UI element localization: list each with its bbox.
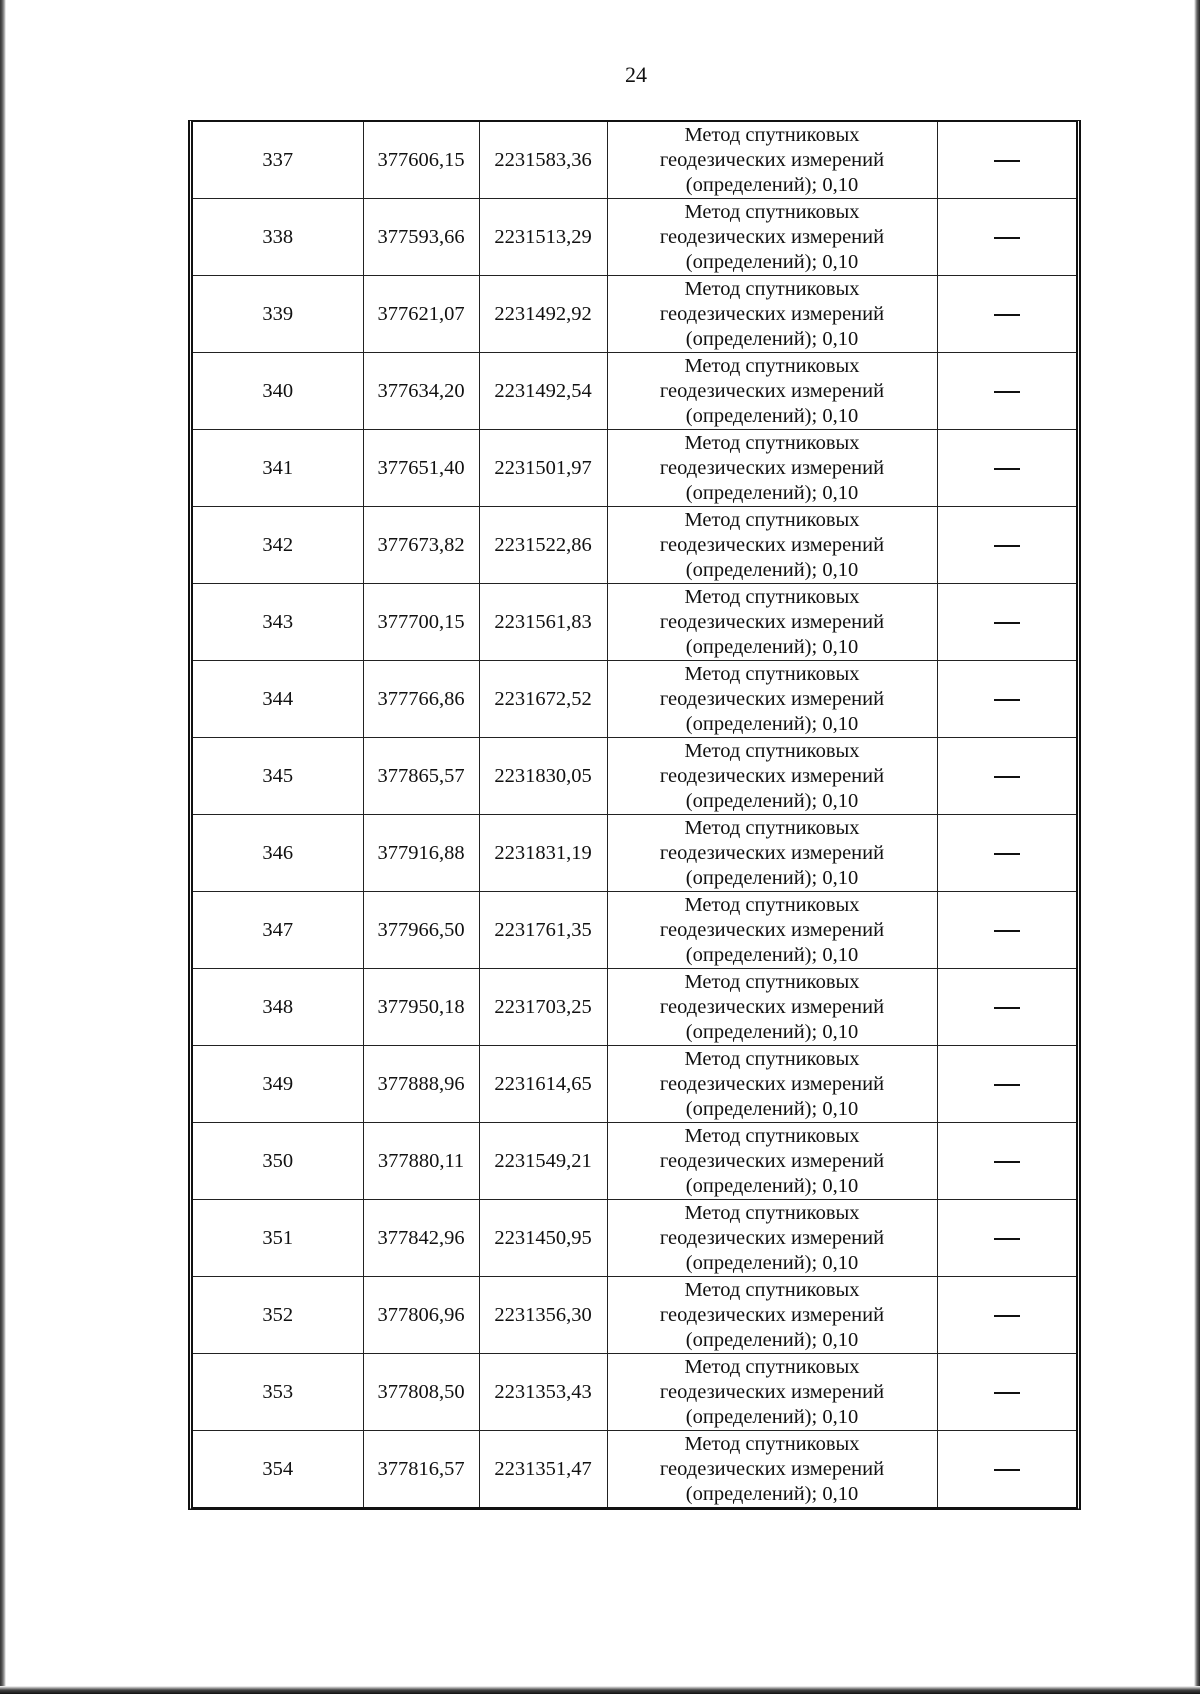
table-row — [193, 1354, 1076, 1431]
coordinates-table — [193, 122, 1076, 1507]
coordinate-y-cell: 2231583,36 — [479, 122, 607, 199]
em-dash-mark — [994, 622, 1020, 624]
em-dash-mark — [994, 1007, 1020, 1009]
method-cell — [607, 815, 937, 892]
em-dash-mark — [994, 314, 1020, 316]
point-number-cell: 348 — [193, 969, 363, 1046]
coordinate-y-cell: 2231501,97 — [479, 430, 607, 507]
method-line: (определений); 0,10 — [685, 712, 859, 735]
method-line: геодезических измерений — [659, 995, 885, 1018]
method-line: геодезических измерений — [659, 1303, 885, 1326]
em-dash-mark — [994, 237, 1020, 239]
table-row — [193, 276, 1076, 353]
method-line: (определений); 0,10 — [685, 943, 859, 966]
coordinate-y-cell: 2231561,83 — [479, 584, 607, 661]
method-line: (определений); 0,10 — [685, 1482, 859, 1505]
note-cell — [937, 1200, 1076, 1277]
method-line: Метод спутниковых — [684, 1124, 860, 1147]
page-number: 24 — [625, 62, 647, 87]
method-cell — [607, 430, 937, 507]
point-number-cell: 341 — [193, 430, 363, 507]
method-line: Метод спутниковых — [684, 739, 860, 762]
coordinate-x-cell: 377806,96 — [363, 1277, 479, 1354]
method-line: (определений); 0,10 — [685, 866, 859, 889]
coordinate-y-cell: 2231522,86 — [479, 507, 607, 584]
coordinate-y-cell: 2231356,30 — [479, 1277, 607, 1354]
table-row — [193, 584, 1076, 661]
em-dash-mark — [994, 1238, 1020, 1240]
coordinate-x-cell: 377865,57 — [363, 738, 479, 815]
note-cell — [937, 507, 1076, 584]
em-dash-mark — [994, 468, 1020, 470]
note-cell — [937, 122, 1076, 199]
method-line: геодезических измерений — [659, 841, 885, 864]
em-dash-mark — [994, 1392, 1020, 1394]
point-number-cell: 352 — [193, 1277, 363, 1354]
em-dash-mark — [994, 391, 1020, 393]
table-row — [193, 353, 1076, 430]
method-line: (определений); 0,10 — [685, 635, 859, 658]
method-line: Метод спутниковых — [684, 1355, 860, 1378]
point-number-cell: 342 — [193, 507, 363, 584]
method-cell — [607, 892, 937, 969]
method-line: геодезических измерений — [659, 225, 885, 248]
coordinate-y-cell: 2231830,05 — [479, 738, 607, 815]
note-cell — [937, 353, 1076, 430]
em-dash-mark — [994, 776, 1020, 778]
method-line: геодезических измерений — [659, 148, 885, 171]
method-cell — [607, 353, 937, 430]
method-line: Метод спутниковых — [684, 508, 860, 531]
point-number-cell: 338 — [193, 199, 363, 276]
coordinate-y-cell: 2231831,19 — [479, 815, 607, 892]
point-number-cell: 344 — [193, 661, 363, 738]
method-line: геодезических измерений — [659, 1072, 885, 1095]
point-number-cell: 337 — [193, 122, 363, 199]
em-dash-mark — [994, 853, 1020, 855]
method-line: (определений); 0,10 — [685, 1020, 859, 1043]
note-cell — [937, 969, 1076, 1046]
method-cell — [607, 969, 937, 1046]
coordinate-x-cell: 377606,15 — [363, 122, 479, 199]
method-line: Метод спутниковых — [684, 662, 860, 685]
coordinate-x-cell: 377842,96 — [363, 1200, 479, 1277]
method-line: геодезических измерений — [659, 533, 885, 556]
coordinate-x-cell: 377634,20 — [363, 353, 479, 430]
method-line: Метод спутниковых — [684, 893, 860, 916]
point-number-cell: 340 — [193, 353, 363, 430]
note-cell — [937, 1354, 1076, 1431]
coordinate-y-cell: 2231703,25 — [479, 969, 607, 1046]
method-line: (определений); 0,10 — [685, 1251, 859, 1274]
method-line: Метод спутниковых — [684, 123, 860, 146]
method-line: (определений); 0,10 — [685, 1405, 859, 1428]
method-line: (определений); 0,10 — [685, 789, 859, 812]
table-row — [193, 892, 1076, 969]
scan-edge-bottom — [0, 1686, 1200, 1694]
table-row — [193, 738, 1076, 815]
method-line: геодезических измерений — [659, 918, 885, 941]
note-cell — [937, 430, 1076, 507]
em-dash-mark — [994, 160, 1020, 162]
method-cell — [607, 1200, 937, 1277]
method-line: геодезических измерений — [659, 1149, 885, 1172]
em-dash-mark — [994, 930, 1020, 932]
point-number-cell: 346 — [193, 815, 363, 892]
method-cell — [607, 1123, 937, 1200]
table-row — [193, 1277, 1076, 1354]
coordinate-y-cell: 2231761,35 — [479, 892, 607, 969]
coordinate-x-cell: 377916,88 — [363, 815, 479, 892]
coordinate-x-cell: 377966,50 — [363, 892, 479, 969]
method-line: (определений); 0,10 — [685, 173, 859, 196]
note-cell — [937, 815, 1076, 892]
table-row — [193, 1046, 1076, 1123]
table-row — [193, 815, 1076, 892]
method-line: (определений); 0,10 — [685, 327, 859, 350]
method-line: Метод спутниковых — [684, 1201, 860, 1224]
point-number-cell: 353 — [193, 1354, 363, 1431]
method-cell — [607, 1431, 937, 1508]
coordinate-x-cell: 377766,86 — [363, 661, 479, 738]
coordinate-x-cell: 377880,11 — [363, 1123, 479, 1200]
method-line: геодезических измерений — [659, 302, 885, 325]
method-line: Метод спутниковых — [684, 354, 860, 377]
coordinate-y-cell: 2231450,95 — [479, 1200, 607, 1277]
note-cell — [937, 1046, 1076, 1123]
note-cell — [937, 892, 1076, 969]
point-number-cell: 354 — [193, 1431, 363, 1508]
table-row — [193, 199, 1076, 276]
method-line: (определений); 0,10 — [685, 404, 859, 427]
point-number-cell: 349 — [193, 1046, 363, 1123]
note-cell — [937, 661, 1076, 738]
coordinate-y-cell: 2231353,43 — [479, 1354, 607, 1431]
method-cell — [607, 1046, 937, 1123]
table-row — [193, 1123, 1076, 1200]
method-line: геодезических измерений — [659, 379, 885, 402]
coordinate-x-cell: 377621,07 — [363, 276, 479, 353]
coordinate-x-cell: 377700,15 — [363, 584, 479, 661]
coordinates-table-frame — [188, 120, 1081, 1510]
coordinate-y-cell: 2231492,54 — [479, 353, 607, 430]
method-line: Метод спутниковых — [684, 585, 860, 608]
method-line: геодезических измерений — [659, 1457, 885, 1480]
method-cell — [607, 507, 937, 584]
coordinate-x-cell: 377888,96 — [363, 1046, 479, 1123]
scan-edge-right — [1194, 0, 1200, 1694]
point-number-cell: 351 — [193, 1200, 363, 1277]
table-body — [193, 122, 1076, 1507]
table-row — [193, 661, 1076, 738]
method-line: геодезических измерений — [659, 687, 885, 710]
method-line: геодезических измерений — [659, 456, 885, 479]
note-cell — [937, 199, 1076, 276]
method-line: геодезических измерений — [659, 764, 885, 787]
table-row — [193, 1200, 1076, 1277]
method-line: Метод спутниковых — [684, 277, 860, 300]
point-number-cell: 339 — [193, 276, 363, 353]
method-line: (определений); 0,10 — [685, 1174, 859, 1197]
method-line: Метод спутниковых — [684, 200, 860, 223]
em-dash-mark — [994, 699, 1020, 701]
method-cell — [607, 199, 937, 276]
coordinate-x-cell: 377808,50 — [363, 1354, 479, 1431]
method-cell — [607, 1354, 937, 1431]
coordinate-y-cell: 2231492,92 — [479, 276, 607, 353]
method-cell — [607, 661, 937, 738]
coordinate-x-cell: 377950,18 — [363, 969, 479, 1046]
method-cell — [607, 276, 937, 353]
coordinate-y-cell: 2231672,52 — [479, 661, 607, 738]
coordinate-y-cell: 2231614,65 — [479, 1046, 607, 1123]
method-line: Метод спутниковых — [684, 816, 860, 839]
method-line: (определений); 0,10 — [685, 558, 859, 581]
method-line: (определений); 0,10 — [685, 481, 859, 504]
note-cell — [937, 276, 1076, 353]
table-row — [193, 969, 1076, 1046]
scan-edge-left — [0, 0, 6, 1694]
method-line: Метод спутниковых — [684, 1047, 860, 1070]
point-number-cell: 347 — [193, 892, 363, 969]
table-row — [193, 1431, 1076, 1508]
coordinate-x-cell: 377673,82 — [363, 507, 479, 584]
em-dash-mark — [994, 1161, 1020, 1163]
note-cell — [937, 1431, 1076, 1508]
method-line: геодезических измерений — [659, 1380, 885, 1403]
note-cell — [937, 584, 1076, 661]
note-cell — [937, 1123, 1076, 1200]
table-row — [193, 122, 1076, 199]
method-line: геодезических измерений — [659, 610, 885, 633]
note-cell — [937, 738, 1076, 815]
point-number-cell: 350 — [193, 1123, 363, 1200]
method-line: геодезических измерений — [659, 1226, 885, 1249]
coordinate-x-cell: 377651,40 — [363, 430, 479, 507]
method-line: Метод спутниковых — [684, 970, 860, 993]
point-number-cell: 345 — [193, 738, 363, 815]
coordinate-x-cell: 377593,66 — [363, 199, 479, 276]
method-line: Метод спутниковых — [684, 431, 860, 454]
em-dash-mark — [994, 1315, 1020, 1317]
method-cell — [607, 1277, 937, 1354]
em-dash-mark — [994, 1469, 1020, 1471]
coordinate-y-cell: 2231351,47 — [479, 1431, 607, 1508]
coordinate-y-cell: 2231549,21 — [479, 1123, 607, 1200]
method-line: (определений); 0,10 — [685, 250, 859, 273]
coordinate-y-cell: 2231513,29 — [479, 199, 607, 276]
method-line: (определений); 0,10 — [685, 1097, 859, 1120]
coordinate-x-cell: 377816,57 — [363, 1431, 479, 1508]
method-cell — [607, 122, 937, 199]
table-row — [193, 507, 1076, 584]
point-number-cell: 343 — [193, 584, 363, 661]
em-dash-mark — [994, 1084, 1020, 1086]
em-dash-mark — [994, 545, 1020, 547]
table-row — [193, 430, 1076, 507]
method-line: (определений); 0,10 — [685, 1328, 859, 1351]
note-cell — [937, 1277, 1076, 1354]
method-line: Метод спутниковых — [684, 1432, 860, 1455]
method-cell — [607, 738, 937, 815]
method-cell — [607, 584, 937, 661]
method-line: Метод спутниковых — [684, 1278, 860, 1301]
